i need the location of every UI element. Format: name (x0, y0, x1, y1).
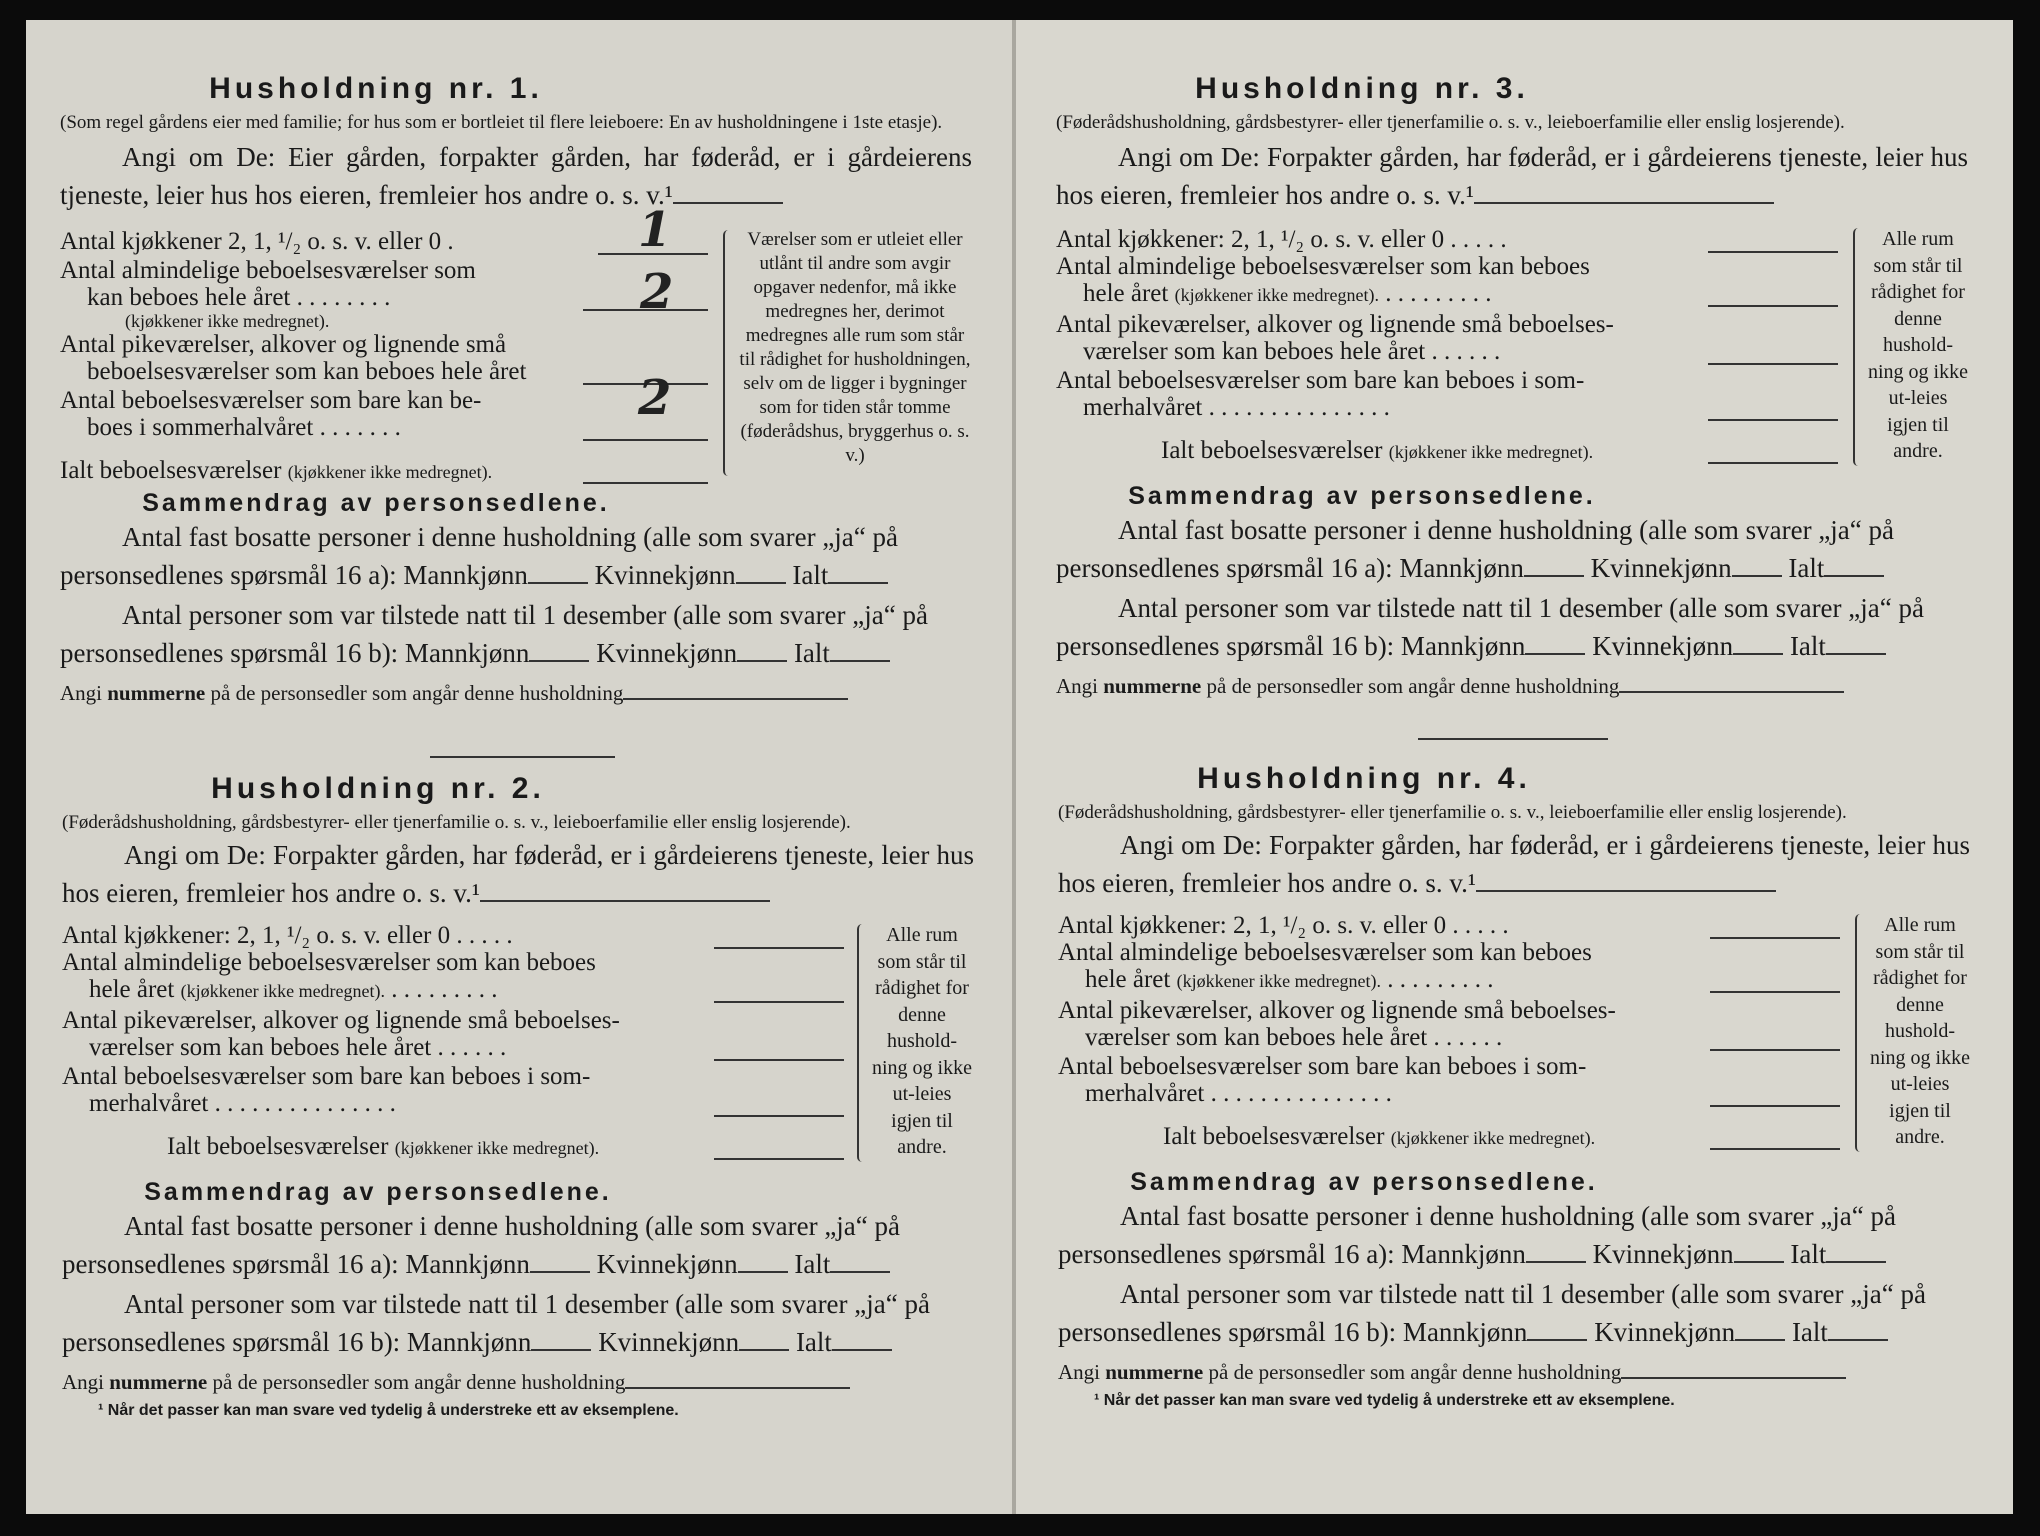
household-4-total-rooms: Ialt beboelsesværelser (kjøkkener ikke medregnet). (1058, 1123, 1858, 1152)
household-4-summary-title: Sammendrag av personsedlene. (1130, 1168, 1598, 1196)
household-2-numbers: Angi nummerne på de personsedler som angår denne husholdning (62, 1369, 974, 1396)
household-4-side-note: Alle rum som står til rådighet for denne hushold-ning og ikke ut-leies igjen til andre. (1870, 914, 1970, 1148)
household-2-b-female-field[interactable] (739, 1349, 789, 1351)
household-3-a-male-field[interactable] (1524, 575, 1584, 577)
household-2-summer-rooms: Antal beboelsesværelser som bare kan beboes i som- (62, 1063, 591, 1090)
household-1-a-male-field[interactable] (528, 582, 588, 584)
household-2-a-male-field[interactable] (530, 1271, 590, 1273)
household-2-total-rooms: Ialt beboelsesværelser (kjøkkener ikke medregnet). (62, 1133, 862, 1162)
household-2-a-female-field[interactable] (738, 1271, 788, 1273)
household-1-b-total-field[interactable] (830, 660, 890, 662)
household-3-small-rooms-field[interactable] (1708, 363, 1838, 365)
household-1-total-rooms-field[interactable] (583, 482, 708, 484)
household-2-kitchens: Antal kjøkkener: 2, 1, ¹/₂ o. s. v. eller 0 . . . . . (62, 922, 862, 949)
household-2-summary-a: Antal fast bosatte personer i denne husholdning (alle som svarer „ja“ på (124, 1211, 900, 1241)
household-4-brace (1855, 914, 1865, 1152)
household-3-numbers: Angi nummerne på de personsedler som angår denne husholdning (1056, 673, 1968, 700)
household-4-a-female-field[interactable] (1734, 1261, 1784, 1263)
household-1-a-female-field[interactable] (736, 582, 786, 584)
household-4-a-male-field[interactable] (1526, 1261, 1586, 1263)
footnote-left: ¹ Når det passer kan man svare ved tydelig å understreke ett av eksemplene. (98, 1402, 679, 1419)
household-2-b-male-field[interactable] (531, 1349, 591, 1351)
household-1-summer-rooms-field[interactable] (583, 439, 708, 441)
divider-right (1418, 738, 1608, 740)
household-1-summary-title: Sammendrag av personsedlene. (142, 489, 610, 517)
household-4-kitchens: Antal kjøkkener: 2, 1, ¹/₂ o. s. v. eller 0 . . . . . (1058, 912, 1858, 939)
household-1-title: Husholdning nr. 1. (209, 72, 543, 105)
household-3-a-total-field[interactable] (1824, 575, 1884, 577)
household-1-b-male-field[interactable] (529, 660, 589, 662)
household-4-total-rooms-field[interactable] (1710, 1148, 1840, 1150)
household-1-summer-rooms: Antal beboelsesværelser som bare kan be- (60, 387, 482, 414)
household-1-numbers-field[interactable] (623, 698, 848, 700)
household-1-kitchens: Antal kjøkkener 2, 1, ¹/₂ o. s. v. eller 0 . (60, 228, 720, 255)
household-2: Husholdning nr. 2. (Føderådshusholdning, gårdsbestyrer- eller tjenerfamilie o. s. v., leieboerfamilie eller enslig losjerende). Angi om De: Forpakter gården, har føderåd, er i gårdeierens tjeneste, leier hus hos eieren, fremleier hos andre o. s. v.¹ Antal kjøkkener: 2, 1, ¹/₂ o. s. v. eller 0 . . . . . Antal almindelige beboelsesværelser som kan beboes hele året (kjøkkener ikke medregnet). . . . . . . . . . Antal pikeværelser, alkover og lignende små beboelses- værelser som kan beboes hele året . . . . . . Antal beboelsesværelser som bare kan beboes i som- merhalvåret . . . . . . . . . . . . . . . Ialt beboelsesværelser (kjøkkener ikke medregnet). Alle rum som står til rådighet for denne hushold-ning og ikke ut-leies igjen til andre. Sammendrag av personsedlene. Antal fast bosatte personer i denne husholdning (alle som svarer „ja“ på personsedlenes spørsmål 16 a): Mannkjønn Kvinnekjønn Ialt Antal personer som var tilstede natt til 1 desember (alle som svarer „ja“ på personsedlenes spørsmål 16 b): Mannkjønn Kvinnekjønn Ialt Angi nummerne på de personsedler som angår denne husholdning ¹ Når det passer kan man svare ved tydelig å understreke ett av eksemplene. (62, 772, 974, 1420)
household-3-summer-rooms: Antal beboelsesværelser som bare kan beboes i som- (1056, 367, 1585, 394)
household-4-small-rooms-field[interactable] (1710, 1049, 1840, 1051)
household-1-rooms-note: (kjøkkener ikke medregnet). (125, 311, 330, 331)
household-3-summer-rooms-field[interactable] (1708, 419, 1838, 421)
household-2-summary-b: Antal personer som var tilstede natt til 1 desember (alle som svarer „ja“ på (124, 1289, 930, 1319)
household-4-subtitle: (Føderådshusholdning, gårdsbestyrer- eller tjenerfamilie o. s. v., leieboerfamilie eller enslig losjerende). (1058, 802, 1847, 823)
household-3-rooms: Antal almindelige beboelsesværelser som kan beboes (1056, 253, 1590, 280)
household-1-subtitle: (Som regel gårdens eier med familie; for hus som er bortleiet til flere leieboere: En av husholdningene i 1ste etasje). (60, 112, 943, 133)
footnote-right: ¹ Når det passer kan man svare ved tydelig å understreke ett av eksemplene. (1094, 1392, 1675, 1409)
household-1-rooms-value: 2 (640, 264, 674, 320)
household-1-summary-a: Antal fast bosatte personer i denne husholdning (alle som svarer „ja“ på (122, 522, 898, 552)
household-4-question: Angi om De: Forpakter gården, har føderåd, er i gårdeierens tjeneste, leier hus hos eieren, fremleier hos andre o. s. v.¹ (1058, 830, 1970, 898)
household-3-kitchens: Antal kjøkkener: 2, 1, ¹/₂ o. s. v. eller 0 . . . . . (1056, 226, 1856, 253)
household-3-question-field[interactable] (1474, 202, 1774, 204)
household-2-subtitle: (Føderådshusholdning, gårdsbestyrer- eller tjenerfamilie o. s. v., leieboerfamilie eller enslig losjerende). (62, 812, 851, 833)
household-3-brace (1853, 228, 1863, 466)
household-3-b-total-field[interactable] (1826, 653, 1886, 655)
household-4: Husholdning nr. 4. (Føderådshusholdning, gårdsbestyrer- eller tjenerfamilie o. s. v., leieboerfamilie eller enslig losjerende). Angi om De: Forpakter gården, har føderåd, er i gårdeierens tjeneste, leier hus hos eieren, fremleier hos andre o. s. v.¹ Antal kjøkkener: 2, 1, ¹/₂ o. s. v. eller 0 . . . . . Antal almindelige beboelsesværelser som kan beboes hele året (kjøkkener ikke medregnet). . . . . . . . . . Antal pikeværelser, alkover og lignende små beboelses- værelser som kan beboes hele året . . . . . . Antal beboelsesværelser som bare kan beboes i som- merhalvåret . . . . . . . . . . . . . . . Ialt beboelsesværelser (kjøkkener ikke medregnet). Alle rum som står til rådighet for denne hushold-ning og ikke ut-leies igjen til andre. Sammendrag av personsedlene. Antal fast bosatte personer i denne husholdning (alle som svarer „ja“ på personsedlenes spørsmål 16 a): Mannkjønn Kvinnekjønn Ialt Antal personer som var tilstede natt til 1 desember (alle som svarer „ja“ på personsedlenes spørsmål 16 b): Mannkjønn Kvinnekjønn Ialt Angi nummerne på de personsedler som angår denne husholdning ¹ Når det passer kan man svare ved tydelig å understreke ett av eksemplene. (1058, 762, 1970, 1410)
divider-left (430, 756, 615, 758)
household-1-summer-rooms-value: 2 (638, 370, 672, 426)
household-3-subtitle: (Føderådshusholdning, gårdsbestyrer- eller tjenerfamilie o. s. v., leieboerfamilie eller enslig losjerende). (1056, 112, 1845, 133)
household-1-rooms: Antal almindelige beboelsesværelser som (60, 257, 476, 284)
household-1: Husholdning nr. 1. (Som regel gårdens eier med familie; for hus som er bortleiet til flere leieboere: En av husholdningene i 1ste etasje). Angi om De: Eier gården, forpakter gården, har føderåd, er i gårdeierens tjeneste, leier hus hos eieren, fremleier hos andre o. s. v.¹ Antal kjøkkener 2, 1, ¹/₂ o. s. v. eller 0 . 1 Antal almindelige beboelsesværelser som kan beboes hele året . . . . . . . . 2 (kjøkkener ikke medregnet). Antal pikeværelser, alkover og lignende små beboelsesværelser som kan beboes hele året Antal beboelsesværelser som bare kan be- boes i sommerhalvåret . . . . . . . 2 Ialt beboelsesværelser (kjøkkener ikke medregnet). Værelser som er utleiet eller utlånt til andre som avgir opgaver nedenfor, må ikke medregnes her, derimot medregnes alle rum som står til rådighet for husholdningen, selv om de ligger i bygninger som for tiden står tomme (føderådshus, bryggerhus o. s. v.) Sammendrag av personsedlene. Antal fast bosatte personer i denne husholdning (alle som svarer „ja“ på personsedlenes spørsmål 16 a): Mannkjønn Kvinnekjønn Ialt Antal personer som var tilstede natt til 1 desember (alle som svarer „ja“ på personsedlenes spørsmål 16 b): Mannkjønn Kvinnekjønn Ialt Angi nummerne på de personsedler som angår denne husholdning (60, 72, 972, 707)
household-2-summary-title: Sammendrag av personsedlene. (144, 1178, 612, 1206)
household-2-question-field[interactable] (480, 900, 770, 902)
household-4-a-total-field[interactable] (1826, 1261, 1886, 1263)
household-3-question: Angi om De: Forpakter gården, har føderåd, er i gårdeierens tjeneste, leier hus hos eieren, fremleier hos andre o. s. v.¹ (1056, 142, 1968, 210)
household-3-rooms-field[interactable] (1708, 305, 1838, 307)
household-4-summary-b: Antal personer som var tilstede natt til 1 desember (alle som svarer „ja“ på (1120, 1279, 1926, 1309)
household-3-a-female-field[interactable] (1732, 575, 1782, 577)
household-2-rooms: Antal almindelige beboelsesværelser som kan beboes (62, 949, 596, 976)
household-3-total-rooms: Ialt beboelsesværelser (kjøkkener ikke medregnet). (1056, 437, 1856, 466)
household-4-summary-a: Antal fast bosatte personer i denne husholdning (alle som svarer „ja“ på (1120, 1201, 1896, 1231)
household-2-small-rooms: Antal pikeværelser, alkover og lignende små beboelses- (62, 1007, 620, 1034)
household-2-a-total-field[interactable] (830, 1271, 890, 1273)
household-3-b-male-field[interactable] (1525, 653, 1585, 655)
household-2-b-total-field[interactable] (832, 1349, 892, 1351)
household-3: Husholdning nr. 3. (Føderådshusholdning, gårdsbestyrer- eller tjenerfamilie o. s. v., leieboerfamilie eller enslig losjerende). Angi om De: Forpakter gården, har føderåd, er i gårdeierens tjeneste, leier hus hos eieren, fremleier hos andre o. s. v.¹ Antal kjøkkener: 2, 1, ¹/₂ o. s. v. eller 0 . . . . . Antal almindelige beboelsesværelser som kan beboes hele året (kjøkkener ikke medregnet). . . . . . . . . . Antal pikeværelser, alkover og lignende små beboelses- værelser som kan beboes hele året . . . . . . Antal beboelsesværelser som bare kan beboes i som- merhalvåret . . . . . . . . . . . . . . . Ialt beboelsesværelser (kjøkkener ikke medregnet). Alle rum som står til rådighet for denne hushold-ning og ikke ut-leies igjen til andre. Sammendrag av personsedlene. Antal fast bosatte personer i denne husholdning (alle som svarer „ja“ på personsedlenes spørsmål 16 a): Mannkjønn Kvinnekjønn Ialt Antal personer som var tilstede natt til 1 desember (alle som svarer „ja“ på personsedlenes spørsmål 16 b): Mannkjønn Kvinnekjønn Ialt Angi nummerne på de personsedler som angår denne husholdning (1056, 72, 1968, 700)
household-1-kitchens-value: 1 (638, 202, 672, 258)
household-2-question: Angi om De: Forpakter gården, har føderåd, er i gårdeierens tjeneste, leier hus hos eieren, fremleier hos andre o. s. v.¹ (62, 840, 974, 908)
household-2-brace (857, 924, 867, 1162)
household-1-a-total-field[interactable] (828, 582, 888, 584)
household-3-numbers-field[interactable] (1619, 691, 1844, 693)
household-3-title: Husholdning nr. 3. (1195, 72, 1529, 105)
household-1-question-field[interactable] (673, 202, 783, 204)
household-3-total-rooms-field[interactable] (1708, 462, 1838, 464)
household-4-rooms: Antal almindelige beboelsesværelser som kan beboes (1058, 939, 1592, 966)
household-2-title: Husholdning nr. 2. (211, 772, 545, 805)
household-4-title: Husholdning nr. 4. (1197, 762, 1531, 795)
household-1-brace (723, 230, 733, 476)
household-4-numbers: Angi nummerne på de personsedler som angår denne husholdning (1058, 1359, 1970, 1386)
household-3-small-rooms: Antal pikeværelser, alkover og lignende små beboelses- (1056, 311, 1614, 338)
household-2-total-rooms-field[interactable] (714, 1158, 844, 1160)
household-1-b-female-field[interactable] (737, 660, 787, 662)
household-1-small-rooms: Antal pikeværelser, alkover og lignende små (60, 331, 507, 358)
household-3-summary-title: Sammendrag av personsedlene. (1128, 482, 1596, 510)
household-4-numbers-field[interactable] (1621, 1377, 1846, 1379)
household-2-numbers-field[interactable] (625, 1387, 850, 1389)
household-2-small-rooms-field[interactable] (714, 1059, 844, 1061)
household-2-summer-rooms-field[interactable] (714, 1115, 844, 1117)
household-1-side-note: Værelser som er utleiet eller utlånt til andre som avgir opgaver nedenfor, må ikke medregnes her, derimot medregnes alle rum som står til rådighet for husholdningen, selv om de ligger i bygninger som for tiden står tomme (føderådshus, bryggerhus o. s. v.) (739, 229, 971, 466)
household-4-summer-rooms-field[interactable] (1710, 1105, 1840, 1107)
household-4-b-female-field[interactable] (1735, 1339, 1785, 1341)
household-4-b-total-field[interactable] (1828, 1339, 1888, 1341)
household-1-question: Angi om De: Eier gården, forpakter gården, har føderåd, er i gårdeierens tjeneste, leier hus hos eieren, fremleier hos andre o. s. v.¹ (60, 142, 972, 210)
household-2-rooms-field[interactable] (714, 1001, 844, 1003)
household-2-side-note: Alle rum som står til rådighet for denne hushold-ning og ikke ut-leies igjen til andre. (872, 924, 972, 1158)
household-3-summary-b: Antal personer som var tilstede natt til 1 desember (alle som svarer „ja“ på (1118, 593, 1924, 623)
household-1-total-rooms: Ialt beboelsesværelser (kjøkkener ikke medregnet). (60, 457, 720, 486)
household-3-side-note: Alle rum som står til rådighet for denne hushold-ning og ikke ut-leies igjen til andre. (1868, 228, 1968, 462)
household-3-b-female-field[interactable] (1733, 653, 1783, 655)
household-4-summer-rooms: Antal beboelsesværelser som bare kan beboes i som- (1058, 1053, 1587, 1080)
household-4-b-male-field[interactable] (1527, 1339, 1587, 1341)
household-4-rooms-field[interactable] (1710, 991, 1840, 993)
household-4-question-field[interactable] (1476, 890, 1776, 892)
household-1-numbers: Angi nummerne på de personsedler som angår denne husholdning (60, 680, 972, 707)
household-4-small-rooms: Antal pikeværelser, alkover og lignende små beboelses- (1058, 997, 1616, 1024)
household-1-summary-b: Antal personer som var tilstede natt til 1 desember (alle som svarer „ja“ på (122, 600, 928, 630)
household-3-summary-a: Antal fast bosatte personer i denne husholdning (alle som svarer „ja“ på (1118, 515, 1894, 545)
